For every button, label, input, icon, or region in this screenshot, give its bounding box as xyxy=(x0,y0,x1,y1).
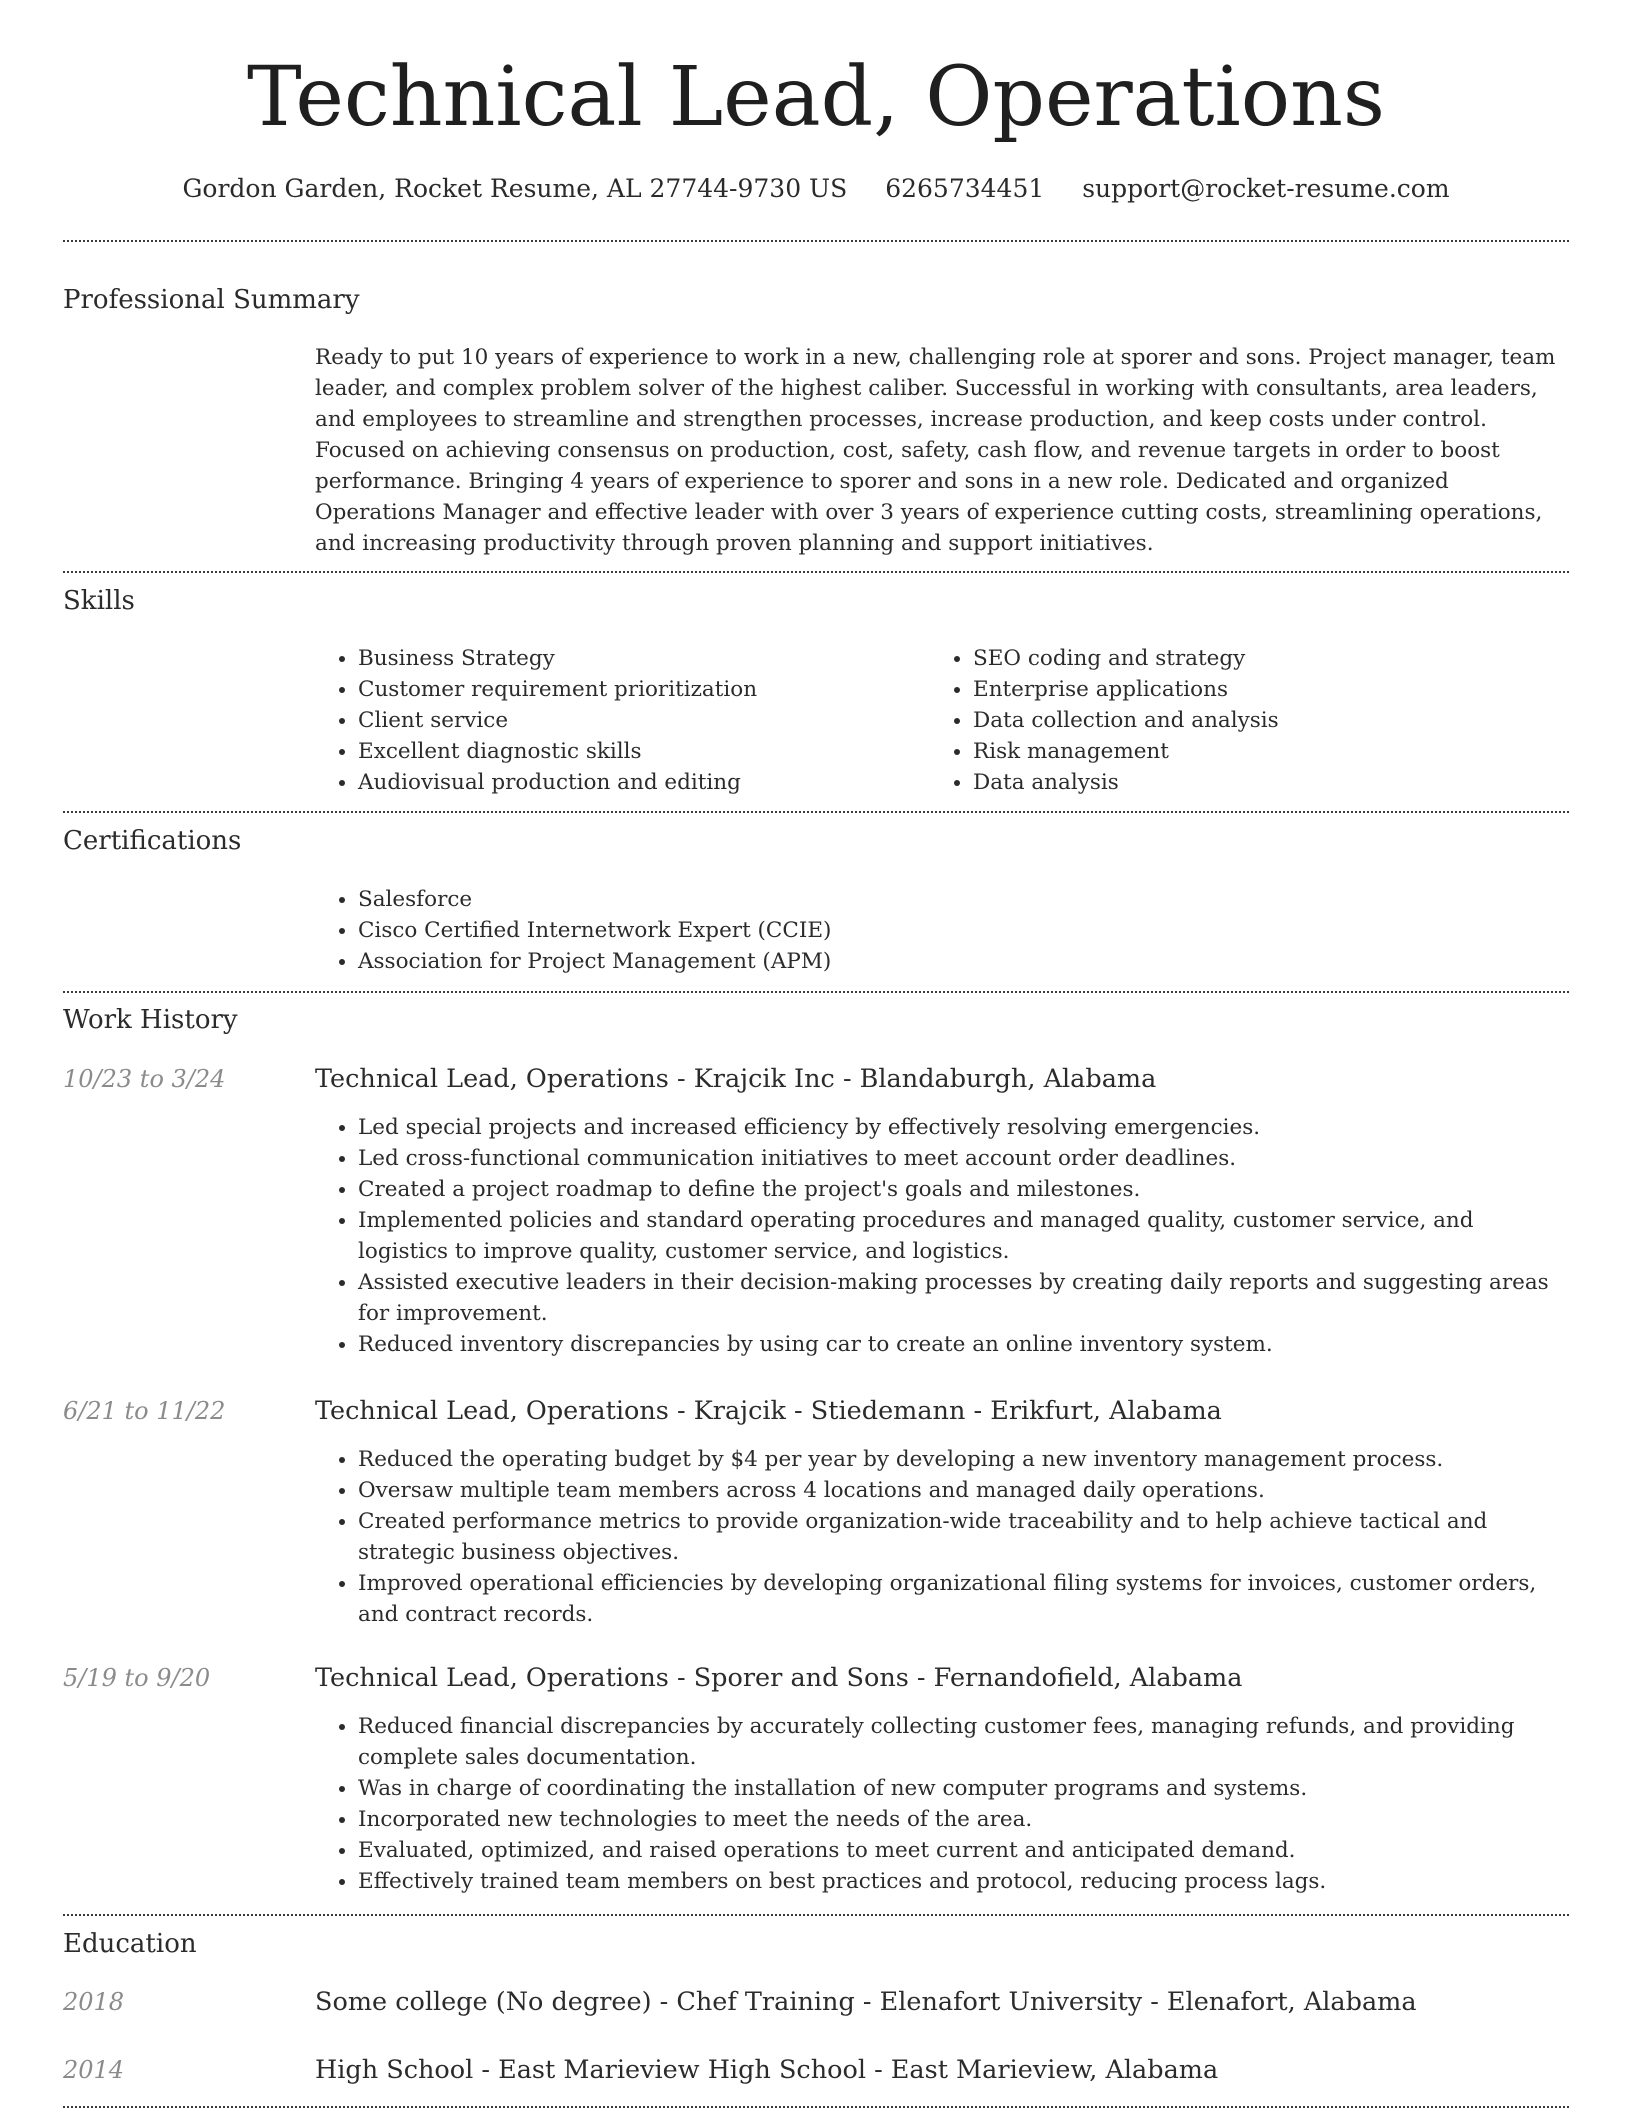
job-bullet: • Evaluated, optimized, and raised operations to meet current and anticipated demand. xyxy=(358,1835,1570,1866)
job-position: Technical Lead, Operations xyxy=(315,1064,669,1094)
job-bullet: • Led special projects and increased efficiency by effectively resolving emergencies. xyxy=(358,1112,1570,1143)
job-bullets xyxy=(315,1444,1570,1630)
skills-list-right xyxy=(930,643,1490,798)
skill-item: • Client service xyxy=(358,705,875,736)
certification-item: • Association for Project Management (APM) xyxy=(358,946,1315,977)
skill-item: • Excellent diagnostic skills xyxy=(358,736,875,767)
skill-item: • Risk management xyxy=(973,736,1490,767)
resume-name: Technical Lead, Operations xyxy=(247,50,1385,145)
skill-item: • Customer requirement prioritization xyxy=(358,674,875,705)
skills-heading: Skills xyxy=(63,586,135,616)
job-bullet: • Effectively trained team members on best practices and protocol, reducing process lags. xyxy=(358,1866,1570,1897)
job-bullet: • Incorporated new technologies to meet the needs of the area. xyxy=(358,1804,1570,1835)
job-heading xyxy=(315,1661,1570,1695)
certifications-heading: Certifications xyxy=(63,826,242,856)
summary-heading: Professional Summary xyxy=(63,285,360,315)
job-details: - Sporer and Sons - Fernandofield, Alabama xyxy=(668,1663,1243,1693)
skill-item: • Data analysis xyxy=(973,767,1490,798)
job-bullet: • Assisted executive leaders in their decision-making processes by creating daily reports and suggesting areas for improvement. xyxy=(358,1267,1570,1329)
job-bullet: • Oversaw multiple team members across 4 locations and managed daily operations. xyxy=(358,1475,1570,1506)
divider xyxy=(63,1914,1569,1916)
job-bullets xyxy=(315,1112,1570,1360)
skill-item: • SEO coding and strategy xyxy=(973,643,1490,674)
skill-item: • Data collection and analysis xyxy=(973,705,1490,736)
job-bullet: • Reduced inventory discrepancies by using car to create an online inventory system. xyxy=(358,1329,1570,1360)
summary-text: Ready to put 10 years of experience to work in a new, challenging role at sporer and sons. Project manager, team leader, and complex problem solver of the highest caliber. Successful in working with consultants, area leaders, and employees to streamline and strengthen processes, increase production, and keep costs under control. Focused on achieving consensus on production, cost, safety, cash flow, and revenue targets in order to boost performance. Bringing 4 years of experience to sporer and sons in a new role. Dedicated and organized Operations Manager and effective leader with over 3 years of experience cutting costs, streamlining operations, and increasing productivity through proven planning and support initiatives. xyxy=(315,345,1556,556)
job-bullet: • Created performance metrics to provide organization-wide traceability and to help achieve tactical and strategic business objectives. xyxy=(358,1506,1570,1568)
education-entry: Some college (No degree) - Chef Training - Elenafort University - Elenafort, Alabama xyxy=(315,1987,1417,2017)
job-bullet: • Reduced financial discrepancies by accurately collecting customer fees, managing refunds, and providing complete sales documentation. xyxy=(358,1711,1570,1773)
job-bullet: • Improved operational efficiencies by developing organizational filing systems for invoices, customer orders, and contract records. xyxy=(358,1568,1570,1630)
job-details: - Krajcik Inc - Blandaburgh, Alabama xyxy=(668,1064,1157,1094)
divider xyxy=(63,2106,1569,2108)
contact-address: Gordon Garden, Rocket Resume, AL 27744-9730 US xyxy=(182,174,848,203)
certification-item: • Salesforce xyxy=(358,884,1315,915)
job-bullet: • Led cross-functional communication initiatives to meet account order deadlines. xyxy=(358,1143,1570,1174)
education-entry: High School - East Marieview High School - East Marieview, Alabama xyxy=(315,2055,1219,2085)
education-year: 2018 xyxy=(63,1988,125,2016)
job-heading xyxy=(315,1394,1570,1428)
skills-list-left xyxy=(315,643,875,798)
job-dates: 6/21 to 11/22 xyxy=(63,1397,226,1425)
certification-item: • Cisco Certified Internetwork Expert (CCIE) xyxy=(358,915,1315,946)
education-heading: Education xyxy=(63,1929,197,1959)
divider xyxy=(63,240,1569,242)
divider xyxy=(63,991,1569,993)
job-position: Technical Lead, Operations xyxy=(315,1663,669,1693)
contact-line xyxy=(0,170,1632,208)
skill-item: • Enterprise applications xyxy=(973,674,1490,705)
job-bullets xyxy=(315,1711,1570,1897)
job-heading xyxy=(315,1062,1570,1096)
job-bullet: • Was in charge of coordinating the installation of new computer programs and systems. xyxy=(358,1773,1570,1804)
skill-item: • Audiovisual production and editing xyxy=(358,767,875,798)
education-year: 2014 xyxy=(63,2056,125,2084)
job-dates: 5/19 to 9/20 xyxy=(63,1664,211,1692)
job-dates: 10/23 to 3/24 xyxy=(63,1065,226,1093)
skill-item: • Business Strategy xyxy=(358,643,875,674)
contact-email: support@rocket-resume.com xyxy=(1082,174,1450,203)
divider xyxy=(63,811,1569,813)
contact-phone: 6265734451 xyxy=(885,174,1045,203)
job-position: Technical Lead, Operations xyxy=(315,1396,669,1426)
certifications-list xyxy=(315,884,1315,977)
job-bullet: • Implemented policies and standard operating procedures and managed quality, customer service, and logistics to improve quality, customer service, and logistics. xyxy=(358,1205,1570,1267)
work-history-heading: Work History xyxy=(63,1005,238,1035)
job-bullet: • Created a project roadmap to define the project's goals and milestones. xyxy=(358,1174,1570,1205)
divider xyxy=(63,571,1569,573)
job-details: - Krajcik - Stiedemann - Erikfurt, Alabama xyxy=(668,1396,1222,1426)
job-bullet: • Reduced the operating budget by $4 per year by developing a new inventory management process. xyxy=(358,1444,1570,1475)
